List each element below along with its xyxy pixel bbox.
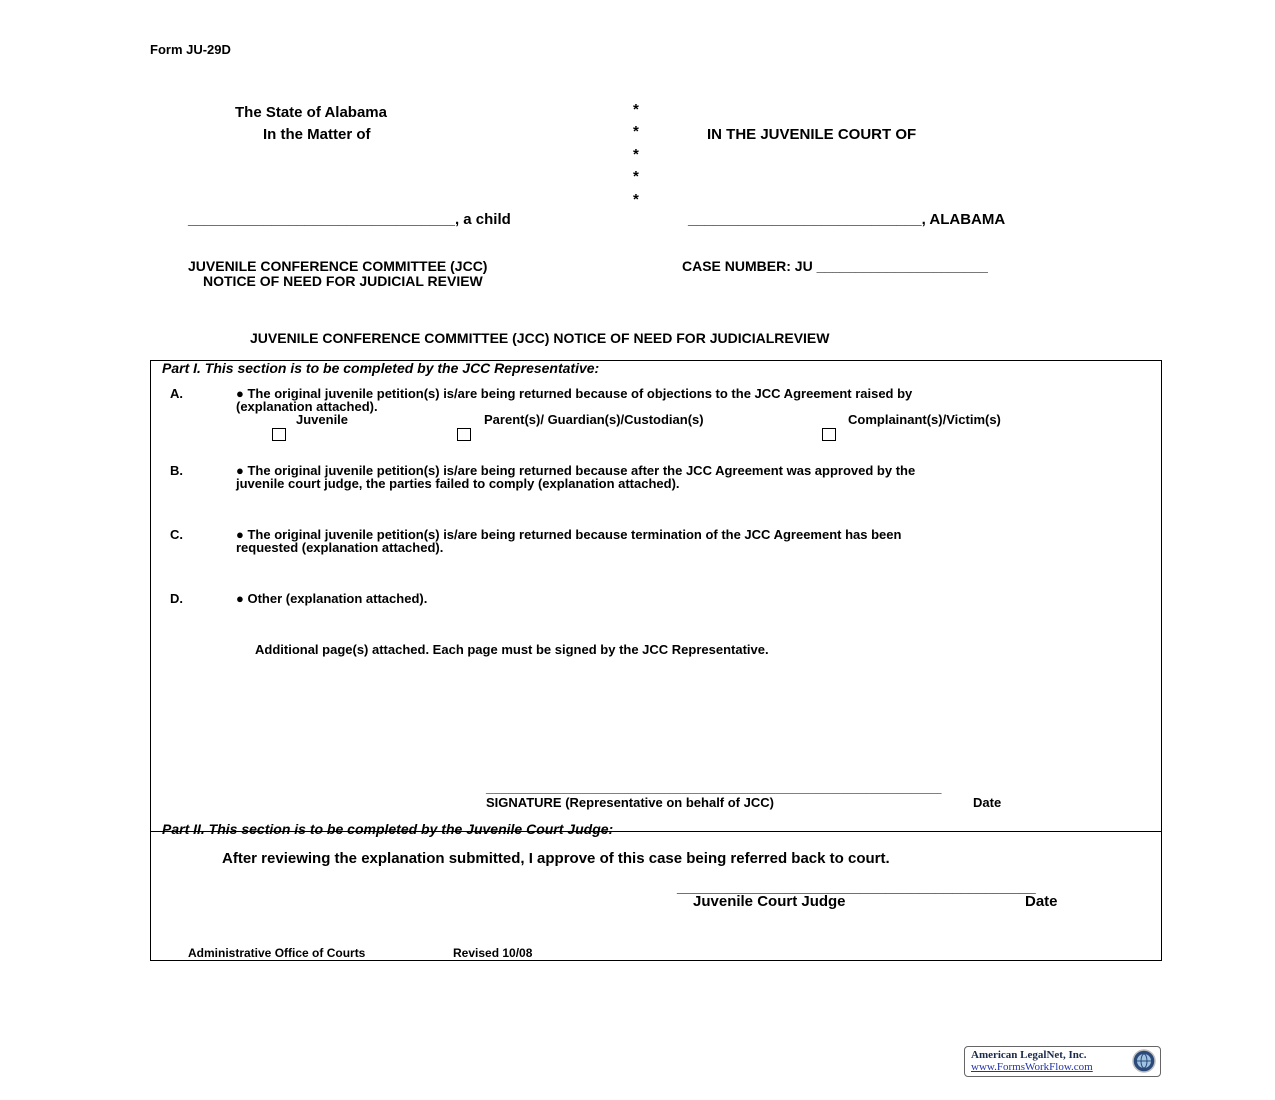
item-a-text-line1: ● The original juvenile petition(s) is/are being returned because of objections to the JCC Agreement raised by [236, 386, 913, 401]
child-name-field[interactable]: ________________________________, a child [188, 211, 511, 228]
footer-revised: Revised 10/08 [453, 946, 533, 960]
main-title: JUVENILE CONFERENCE COMMITTEE (JCC) NOTICE OF NEED FOR JUDICIALREVIEW [250, 330, 830, 346]
form-box [150, 360, 1162, 961]
juvenile-checkbox[interactable] [272, 428, 286, 441]
matter-label: In the Matter of [263, 126, 371, 143]
logo-website-link[interactable]: www.FormsWorkFlow.com [971, 1061, 1093, 1073]
court-title: IN THE JUVENILE COURT OF [707, 126, 917, 143]
item-a-letter: A. [170, 386, 183, 401]
item-b-text-line1: ● The original juvenile petition(s) is/are being returned because after the JCC Agreement was approved by the [236, 463, 916, 478]
item-d-letter: D. [170, 591, 183, 606]
legalnet-logo [964, 1046, 1161, 1077]
caption-asterisk: * [633, 168, 639, 185]
caption-asterisk: * [633, 191, 639, 208]
checkbox-label-complainant: Complainant(s)/Victim(s) [848, 412, 1001, 427]
caption-asterisk: * [633, 146, 639, 163]
state-name: The State of Alabama [235, 104, 387, 121]
judge-label: Juvenile Court Judge [693, 893, 846, 910]
item-c-text-line2: requested (explanation attached). [236, 540, 444, 555]
additional-pages-note: Additional page(s) attached. Each page must be signed by the JCC Representative. [255, 642, 769, 657]
checkbox-label-juvenile: Juvenile [296, 412, 349, 427]
judge-approval-statement: After reviewing the explanation submitted, I approve of this case being referred back to court. [222, 850, 890, 867]
item-a-text-line2: (explanation attached). [236, 399, 378, 414]
case-number-field[interactable]: CASE NUMBER: JU ______________________ [682, 258, 988, 274]
part1-heading: Part I. This section is to be completed by the JCC Representative: [162, 360, 600, 376]
header-title-line1: JUVENILE CONFERENCE COMMITTEE (JCC) [188, 258, 488, 274]
parent-guardian-checkbox[interactable] [457, 428, 471, 441]
form-id: Form JU-29D [150, 42, 231, 57]
item-c-letter: C. [170, 527, 183, 542]
judge-date-label: Date [1025, 893, 1058, 910]
county-field[interactable]: ____________________________, ALABAMA [688, 211, 1006, 228]
judge-signature-line[interactable]: ___________________________________________ [677, 879, 1036, 896]
item-c-text-line1: ● The original juvenile petition(s) is/are being returned because termination of the JCC Agreement has been [236, 527, 902, 542]
item-b-letter: B. [170, 463, 183, 478]
logo-company-name: American LegalNet, Inc. [971, 1049, 1087, 1061]
item-d-text-line1: ● Other (explanation attached). [236, 591, 428, 606]
globe-icon [1132, 1049, 1156, 1073]
signature-label: SIGNATURE (Representative on behalf of JCC) [486, 795, 774, 810]
item-b-text-line2: juvenile court judge, the parties failed to comply (explanation attached). [236, 476, 680, 491]
signature-date-label: Date [973, 795, 1002, 810]
complainant-victim-checkbox[interactable] [822, 428, 836, 441]
header-title-line2: NOTICE OF NEED FOR JUDICIAL REVIEW [203, 273, 483, 289]
signature-line[interactable]: _______________________________________________________________ [486, 780, 942, 795]
checkbox-label-parent: Parent(s)/ Guardian(s)/Custodian(s) [484, 412, 704, 427]
footer-office: Administrative Office of Courts [188, 946, 366, 960]
caption-asterisk: * [633, 123, 639, 140]
part2-heading: Part II. This section is to be completed by the Juvenile Court Judge: [162, 821, 614, 837]
caption-asterisk: * [633, 101, 639, 118]
